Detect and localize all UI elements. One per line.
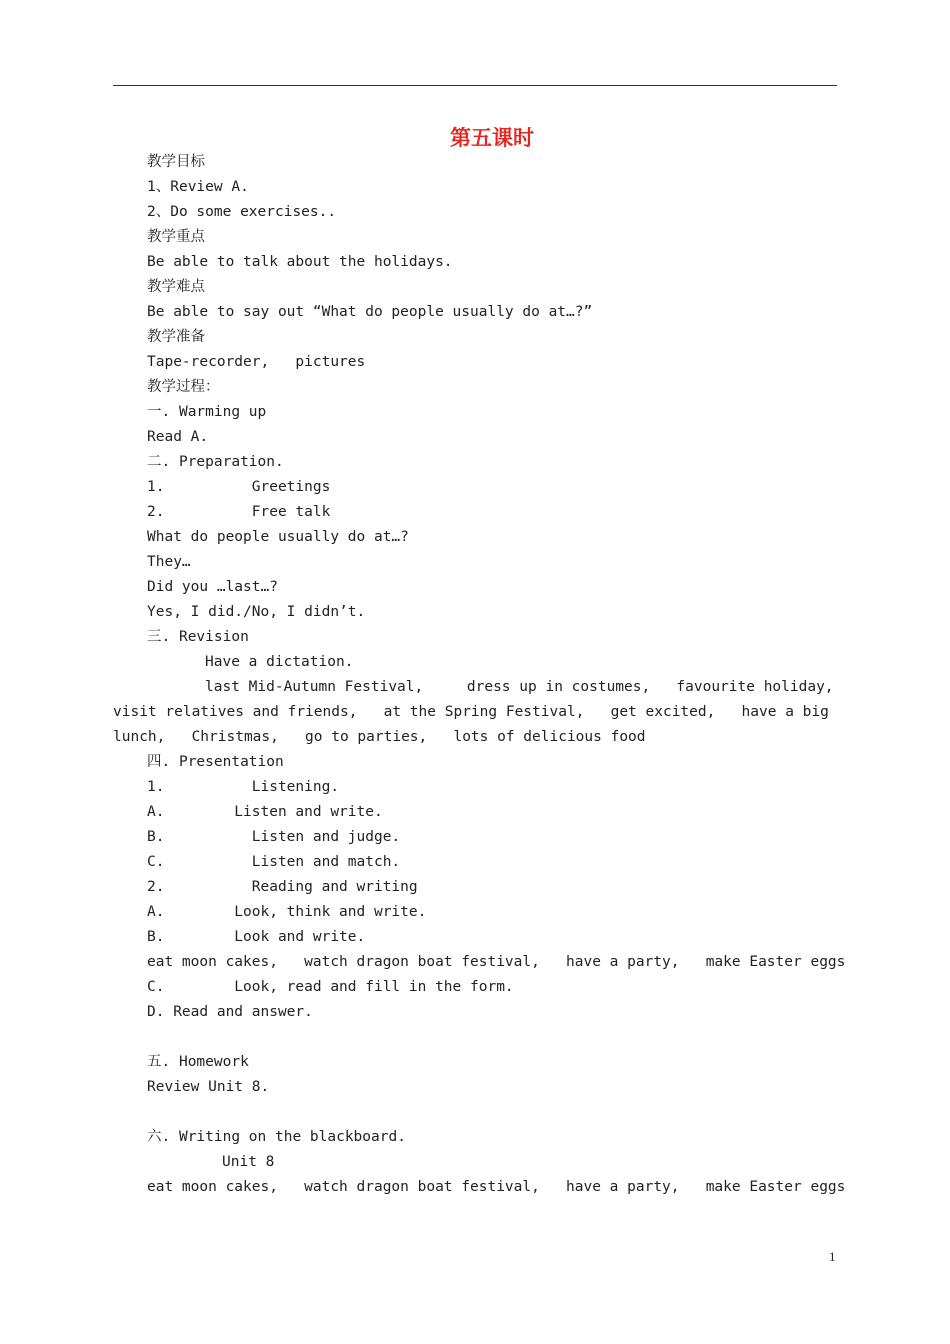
doc-line: last Mid-Autumn Festival, dress up in costumes, favourite holiday,	[205, 679, 834, 695]
doc-line: eat moon cakes, watch dragon boat festival, have a party, make Easter eggs	[147, 1179, 846, 1195]
doc-line: 六. Writing on the blackboard.	[147, 1129, 406, 1145]
doc-line: 教学过程：	[147, 379, 220, 395]
doc-line: Review Unit 8.	[147, 1079, 270, 1095]
doc-line: Have a dictation.	[205, 654, 354, 670]
doc-line: 教学准备	[147, 329, 205, 345]
doc-line: Tape-recorder, pictures	[147, 354, 366, 370]
doc-line: They…	[147, 554, 191, 570]
doc-line: visit relatives and friends, at the Spring Festival, get excited, have a big	[113, 704, 829, 720]
doc-line: 五. Homework	[147, 1054, 249, 1070]
doc-line: 1、Review A.	[147, 179, 249, 195]
doc-line: Did you …last…?	[147, 579, 278, 595]
doc-line: C. Listen and match.	[147, 854, 401, 870]
doc-line: 2、Do some exercises..	[147, 204, 337, 220]
doc-line: 教学目标	[147, 154, 205, 170]
doc-line: Yes, I did./No, I didn’t.	[147, 604, 366, 620]
doc-line: 2. Reading and writing	[147, 879, 418, 895]
page-number: 1	[829, 1249, 836, 1264]
header-rule	[113, 85, 837, 86]
doc-line: C. Look, read and fill in the form.	[147, 979, 514, 995]
doc-line: B. Listen and judge.	[147, 829, 401, 845]
doc-line: Be able to talk about the holidays.	[147, 254, 453, 270]
doc-line: Read A.	[147, 429, 209, 445]
doc-line: 1. Listening.	[147, 779, 340, 795]
doc-line: 教学难点	[147, 279, 205, 295]
doc-line: lunch, Christmas, go to parties, lots of delicious food	[113, 729, 646, 745]
doc-line: B. Look and write.	[147, 929, 366, 945]
doc-line: 1. Greetings	[147, 479, 331, 495]
doc-line: eat moon cakes, watch dragon boat festival, have a party, make Easter eggs	[147, 954, 846, 970]
doc-line: 三. Revision	[147, 629, 249, 645]
doc-line: Be able to say out “What do people usually do at…?”	[147, 304, 593, 320]
doc-line: A. Look, think and write.	[147, 904, 427, 920]
doc-line: 教学重点	[147, 229, 205, 245]
doc-line: 2. Free talk	[147, 504, 331, 520]
doc-line: Unit 8	[222, 1154, 275, 1170]
doc-line: 四. Presentation	[147, 754, 284, 770]
doc-line: A. Listen and write.	[147, 804, 383, 820]
doc-line: 二. Preparation.	[147, 454, 284, 470]
doc-line: D. Read and answer.	[147, 1004, 313, 1020]
page-title: 第五课时	[450, 126, 534, 150]
doc-line: What do people usually do at…?	[147, 529, 409, 545]
doc-line: 一. Warming up	[147, 404, 267, 420]
